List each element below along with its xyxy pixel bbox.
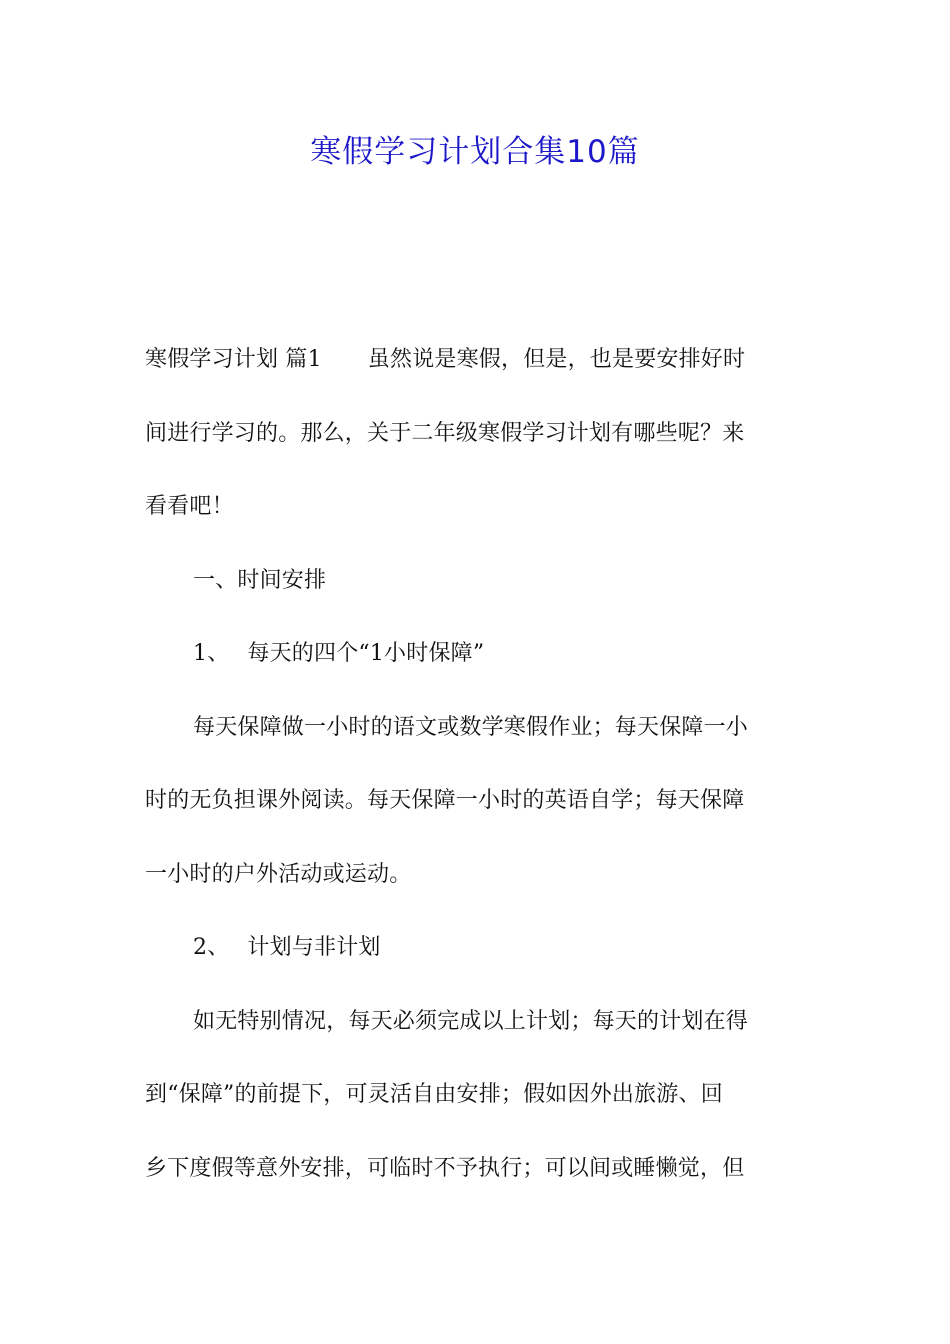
item-heading — [145, 630, 805, 704]
section-heading-line — [145, 336, 805, 410]
intro-text: 虽然说是寒假，但是，也是要安排好时 — [367, 347, 746, 372]
paragraph-line: 如无特别情况，每天必须完成以上计划；每天的计划在得 — [193, 1008, 749, 1034]
paragraph-line: 每天保障做一小时的语文或数学寒假作业；每天保障一小 — [193, 714, 749, 740]
paragraph-line: 乡下度假等意外安排，可临时不予执行；可以间或睡懒觉，但 — [145, 1155, 745, 1181]
item-number: 2、 — [193, 935, 230, 960]
item-number: 1、 — [193, 641, 230, 666]
document-title: 寒假学习计划合集10篇 — [310, 134, 640, 170]
section-heading: 寒假学习计划 篇1 — [145, 347, 322, 372]
paragraph-line: 一小时的户外活动或运动。 — [145, 861, 412, 887]
paragraph-line: 时的无负担课外阅读。每天保障一小时的英语自学；每天保障 — [145, 788, 745, 813]
item-title: 计划与非计划 — [247, 935, 381, 960]
item-heading — [145, 924, 805, 998]
paragraph-line: 看看吧！ — [145, 494, 234, 519]
paragraph-line: 到“保障”的前提下，可灵活自由安排；假如因外出旅游、回 — [145, 1082, 723, 1107]
paragraph-line: 间进行学习的。那么，关于二年级寒假学习计划有哪些呢？来 — [145, 420, 745, 446]
item-title: 每天的四个“1小时保障” — [247, 641, 485, 666]
part-heading: 一、时间安排 — [193, 567, 327, 593]
document-body — [145, 336, 805, 1218]
